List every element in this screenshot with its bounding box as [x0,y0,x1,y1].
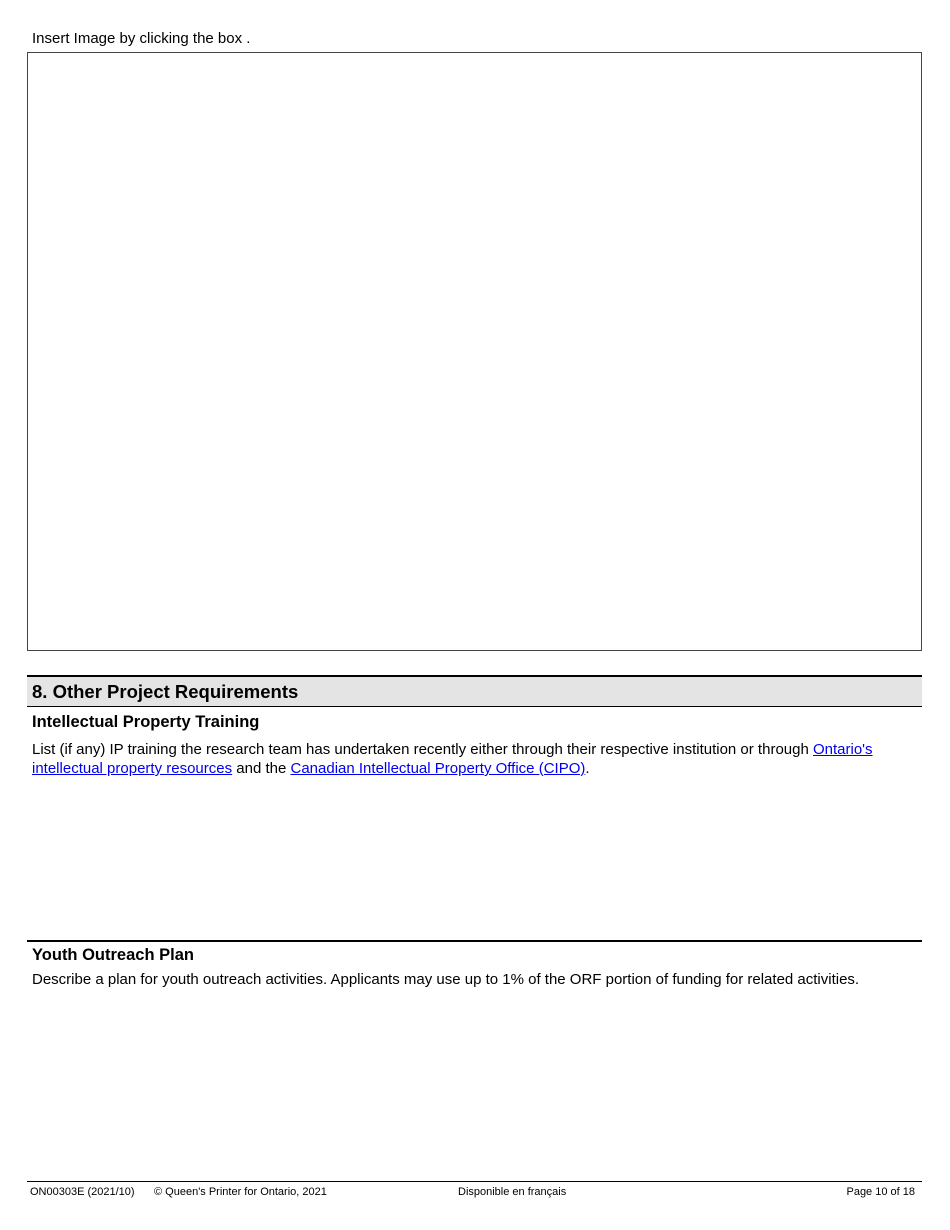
ip-desc-text-2: and the [232,760,291,777]
ontario-ip-resources-link[interactable]: Ontario's intellectual property resources [32,741,873,777]
ip-desc-text-3: . [585,760,590,777]
image-insert-label: Insert Image by clicking the box . [32,30,251,47]
section-title: 8. Other Project Requirements [32,681,299,702]
footer-divider [27,1181,922,1182]
footer-form-code: ON00303E (2021/10) [30,1186,135,1198]
youth-outreach-heading: Youth Outreach Plan [32,946,194,964]
ip-training-description [32,740,917,778]
footer-language: Disponible en français [458,1186,567,1198]
youth-outreach-description: Describe a plan for youth outreach activities. Applicants may use up to 1% of the ORF portion of funding for related activities. [32,971,860,988]
image-upload-box[interactable] [27,52,922,651]
footer-copyright: © Queen's Printer for Ontario, 2021 [154,1186,327,1198]
ip-desc-text-1: List (if any) IP training the research team has undertaken recently either through their respective institution or through [32,741,813,758]
ip-training-field[interactable] [27,784,926,938]
youth-outreach-field[interactable] [27,996,926,1180]
cipo-link[interactable]: Canadian Intellectual Property Office (CIPO) [290,760,586,777]
section-divider [27,940,922,942]
footer-page-number: Page 10 of 18 [846,1186,915,1198]
section-header [27,675,922,707]
ip-training-heading: Intellectual Property Training [32,713,260,731]
